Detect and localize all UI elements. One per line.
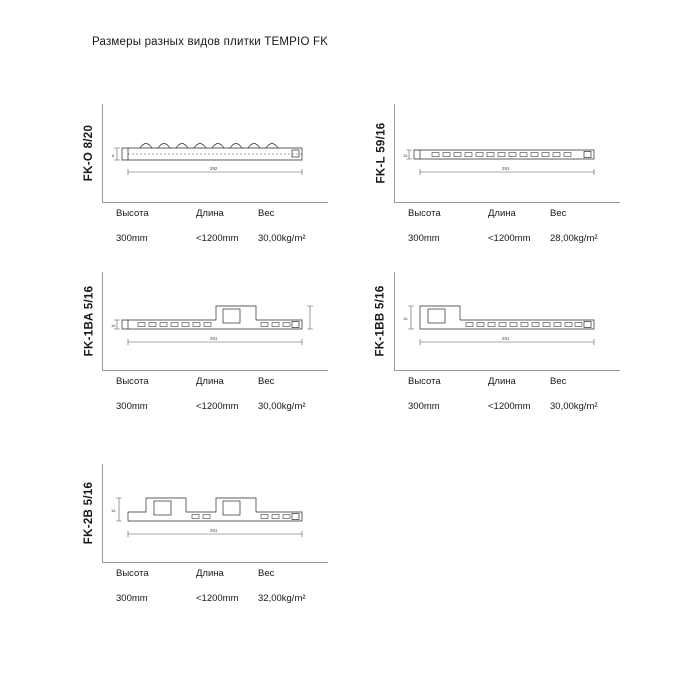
spec-value-weight: 32,00kg/m² xyxy=(258,593,306,604)
spec-value-length: <1200mm xyxy=(196,233,239,244)
tile-label-text: FK-L 59/16 xyxy=(375,122,388,184)
spec-table xyxy=(116,208,328,244)
tile-profile-drawing xyxy=(398,272,620,370)
spec-header-height: Высота xyxy=(408,208,441,219)
spec-value-row xyxy=(408,401,620,412)
spec-table xyxy=(408,208,620,244)
page-title: Размеры разных видов плитки TEMPIO FK xyxy=(92,36,329,48)
spec-header-row xyxy=(116,376,328,401)
tile-profile-drawing xyxy=(106,104,328,202)
dimension-left-value: 16 xyxy=(403,153,408,158)
spec-header-height: Высота xyxy=(116,208,149,219)
spec-header-length: Длина xyxy=(488,208,516,219)
spec-value-row xyxy=(116,401,328,412)
dimension-left-value: 16 xyxy=(111,323,116,328)
card-vertical-divider xyxy=(394,104,395,202)
spec-header-height: Высота xyxy=(116,568,149,579)
card-horizontal-divider xyxy=(394,202,620,203)
spec-value-row xyxy=(408,233,620,244)
dimension-left-value: 8 xyxy=(112,153,115,158)
spec-header-weight: Вес xyxy=(258,568,275,579)
dimension-bottom-value: 291 xyxy=(210,528,218,533)
dimension-bottom-value: 291 xyxy=(210,336,218,341)
spec-header-row xyxy=(408,208,620,233)
tile-label-vertical xyxy=(368,272,394,370)
tile-card-fk-l-59-16 xyxy=(368,104,620,254)
tile-label-text: FK-1BA 5/16 xyxy=(83,285,95,357)
spec-value-weight: 30,00kg/m² xyxy=(550,401,598,412)
spec-header-weight: Вес xyxy=(550,208,567,219)
tile-label-text: FK-O 8/20 xyxy=(83,124,96,182)
dimension-left xyxy=(408,306,414,329)
spec-value-weight: 30,00kg/m² xyxy=(258,233,306,244)
spec-value-row xyxy=(116,233,328,244)
profile-svg-two-blocks xyxy=(106,464,328,562)
tile-label-vertical xyxy=(76,464,102,562)
spec-value-height: 300mm xyxy=(408,233,440,244)
spec-value-length: <1200mm xyxy=(488,233,531,244)
dimension-left-value: 16 xyxy=(403,316,408,321)
dimension-right xyxy=(307,306,313,329)
spec-value-length: <1200mm xyxy=(196,401,239,412)
spec-header-length: Длина xyxy=(196,568,224,579)
card-vertical-divider xyxy=(102,464,103,562)
tile-profile-drawing xyxy=(106,464,328,562)
spec-header-height: Высота xyxy=(116,376,149,387)
spec-header-row xyxy=(408,376,620,401)
dimension-left xyxy=(116,498,122,521)
card-horizontal-divider xyxy=(102,562,328,563)
spec-table xyxy=(116,376,328,412)
dimension-bottom-value: 292 xyxy=(210,166,218,171)
profile-svg-wave-corrugated xyxy=(106,104,328,202)
profile-svg-one-block-right xyxy=(106,272,328,370)
spec-table xyxy=(408,376,620,412)
dimension-left xyxy=(114,148,120,160)
spec-value-length: <1200mm xyxy=(488,401,531,412)
tile-label-text: FK-2B 5/16 xyxy=(83,481,95,545)
profile-svg-flat-dotted xyxy=(398,104,620,202)
spec-header-height: Высота xyxy=(408,376,441,387)
spec-header-length: Длина xyxy=(196,376,224,387)
tile-card-fk-1bb-5-16 xyxy=(368,272,620,422)
dimension-bottom-value: 291 xyxy=(502,166,510,171)
spec-table xyxy=(116,568,328,604)
spec-value-weight: 28,00kg/m² xyxy=(550,233,598,244)
tile-profile-drawing xyxy=(106,272,328,370)
spec-header-weight: Вес xyxy=(258,208,275,219)
spec-value-row xyxy=(116,593,328,604)
spec-value-height: 300mm xyxy=(116,401,148,412)
card-vertical-divider xyxy=(394,272,395,370)
card-horizontal-divider xyxy=(102,370,328,371)
profile-svg-one-block-left xyxy=(398,272,620,370)
tile-label-vertical xyxy=(76,104,102,202)
spec-header-row xyxy=(116,568,328,593)
spec-value-weight: 30,00kg/m² xyxy=(258,401,306,412)
spec-value-height: 300mm xyxy=(116,593,148,604)
tile-profile-drawing xyxy=(398,104,620,202)
dimension-left-value: 16 xyxy=(111,508,116,513)
spec-header-length: Длина xyxy=(488,376,516,387)
spec-header-row xyxy=(116,208,328,233)
spec-header-weight: Вес xyxy=(550,376,567,387)
tile-label-text: FK-1BB 5/16 xyxy=(375,285,388,357)
tile-card-fk-1ba-5-16 xyxy=(76,272,328,422)
spec-value-height: 300mm xyxy=(116,233,148,244)
tile-label-vertical xyxy=(76,272,102,370)
spec-header-length: Длина xyxy=(196,208,224,219)
card-vertical-divider xyxy=(102,272,103,370)
card-horizontal-divider xyxy=(394,370,620,371)
card-horizontal-divider xyxy=(102,202,328,203)
spec-header-weight: Вес xyxy=(258,376,275,387)
card-vertical-divider xyxy=(102,104,103,202)
tile-label-vertical xyxy=(368,104,394,202)
dimension-bottom-value: 291 xyxy=(502,336,510,341)
spec-value-height: 300mm xyxy=(408,401,440,412)
tile-card-fk-o-8-20 xyxy=(76,104,328,254)
spec-value-length: <1200mm xyxy=(196,593,239,604)
tile-card-fk-2b-5-16 xyxy=(76,464,328,614)
